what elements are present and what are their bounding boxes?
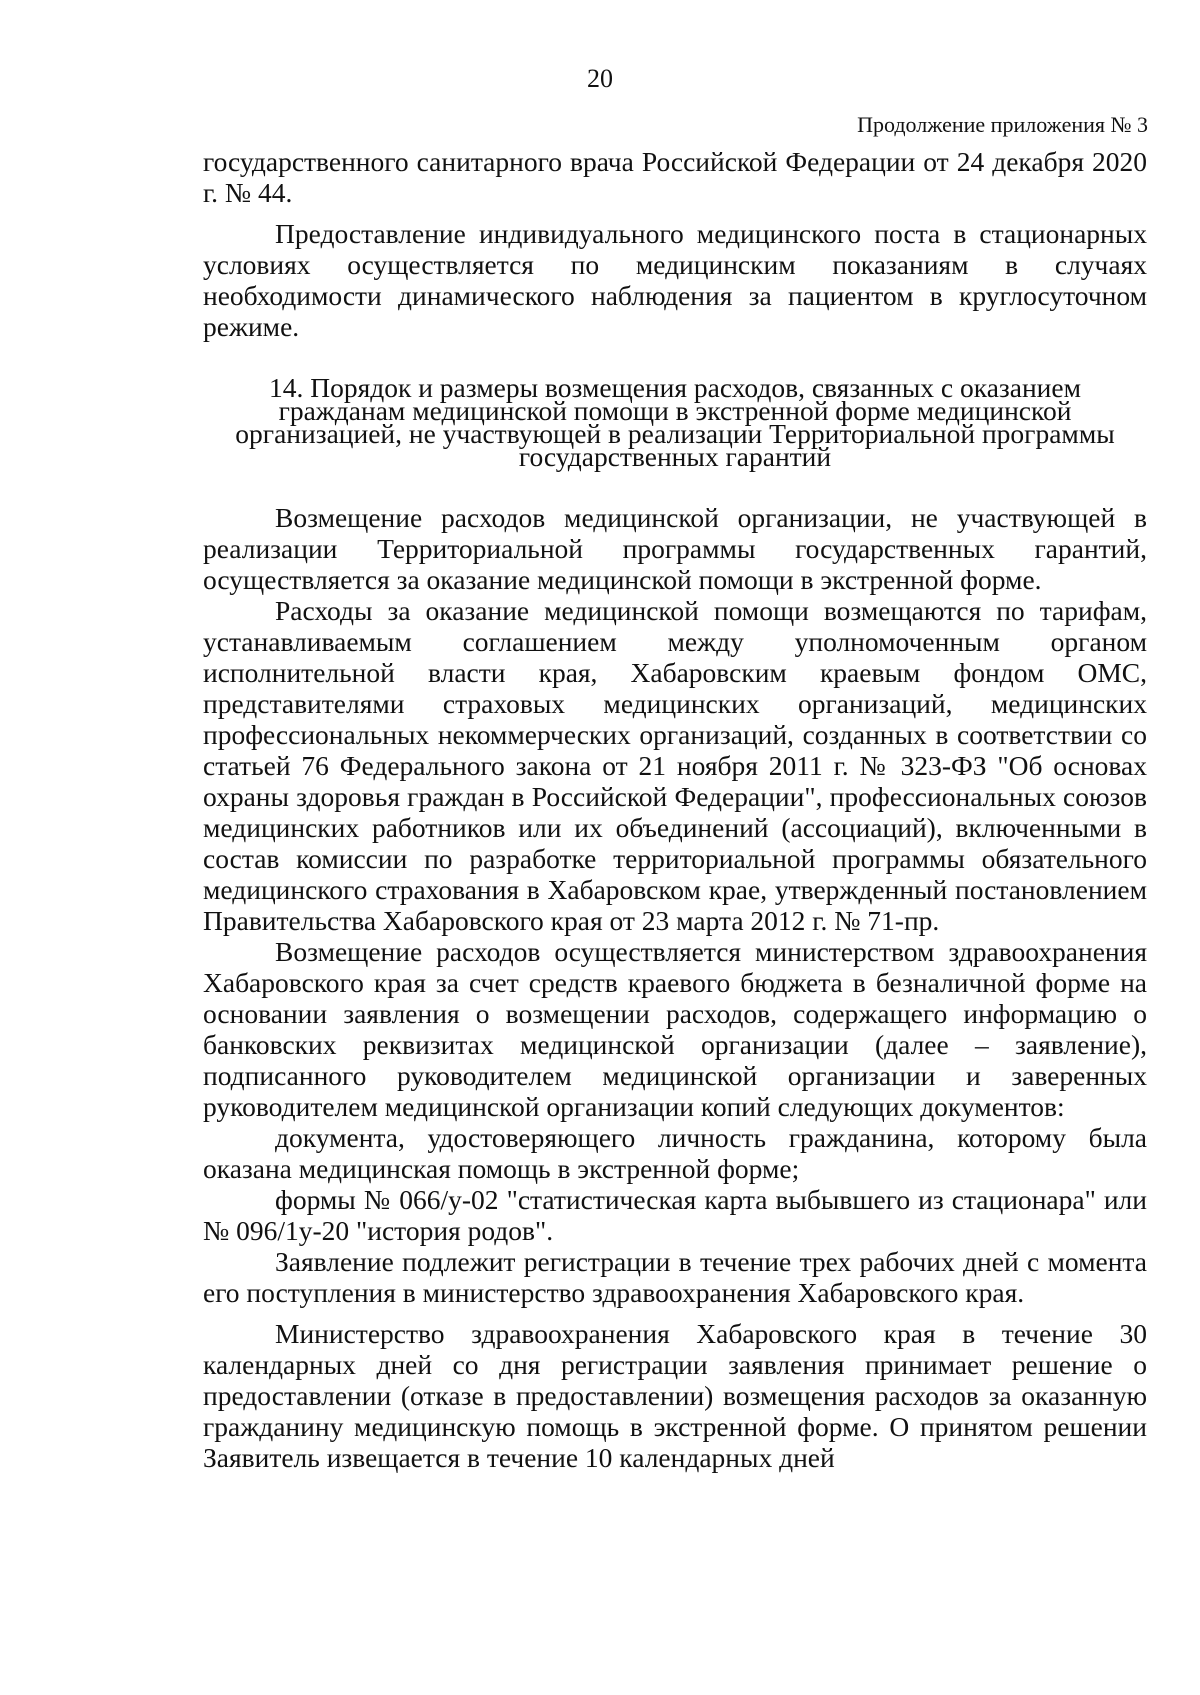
paragraph-reimbursement-procedure: Возмещение расходов осуществляется министерством здравоохранения Хабаровского края за счет средств краевого бюджета в безналичной форме на основании заявления о возмещении расходов, содержащего информацию о банковских реквизитах медицинской организации (далее – заявление), подписанного руководителем медицинской организации и заверенных руководителем медицинской организации копий следующих документов:: [203, 936, 1147, 1122]
paragraph-reimbursement-scope: Возмещение расходов медицинской организации, не участвующей в реализации Территориальной программы государственных гарантий, осуществляется за оказание медицинской помощи в экстренной форме.: [203, 502, 1147, 595]
page-number: 20: [587, 64, 613, 93]
appendix-continuation-note: Продолжение приложения № 3: [857, 112, 1148, 137]
document-body: [203, 146, 1147, 1473]
paragraph-tariffs: Расходы за оказание медицинской помощи возмещаются по тарифам, устанавливаемым соглашением между уполномоченным органом исполнительной власти края, Хабаровским краевым фондом ОМС, представителями страховых медицинских организаций, медицинских профессиональных некоммерческих организаций, созданных в соответствии со статьей 76 Федерального закона от 21 ноября 2011 г. № 323-ФЗ "Об основах охраны здоровья граждан в Российской Федерации", профессиональных союзов медицинских работников или их объединений (ассоциаций), включенными в состав комиссии по разработке территориальной программы обязательного медицинского страхования в Хабаровском крае, утвержденный постановлением Правительства Хабаровского края от 23 марта 2012 г. № 71-пр.: [203, 595, 1147, 936]
paragraph-continuation: государственного санитарного врача Российской Федерации от 24 декабря 2020 г. № 44.: [203, 146, 1147, 208]
paragraph-decision: Министерство здравоохранения Хабаровского края в течение 30 календарных дней со дня регистрации заявления принимает решение о предоставлении (отказе в предоставлении) возмещения расходов за оказанную гражданину медицинскую помощь в экстренной форме. О принятом решении Заявитель извещается в течение 10 календарных дней: [203, 1318, 1147, 1473]
paragraph-document-identity: документа, удостоверяющего личность гражданина, которому была оказана медицинская помощь в экстренной форме;: [203, 1122, 1147, 1184]
paragraph-document-forms: формы № 066/у-02 "статистическая карта выбывшего из стационара" или № 096/1у-20 "история родов".: [203, 1184, 1147, 1246]
paragraph-registration: Заявление подлежит регистрации в течение трех рабочих дней с момента его поступления в министерство здравоохранения Хабаровского края.: [203, 1246, 1147, 1308]
paragraph-medical-post: Предоставление индивидуального медицинского поста в стационарных условиях осуществляется по медицинским показаниям в случаях необходимости динамического наблюдения за пациентом в круглосуточном режиме.: [203, 218, 1147, 342]
section-heading: 14. Порядок и размеры возмещения расходов, связанных с оказанием гражданам медицинской помощи в экстренной форме медицинской организацией, не участвующей в реализации Территориальной программы государственных гарантий: [235, 372, 1115, 472]
